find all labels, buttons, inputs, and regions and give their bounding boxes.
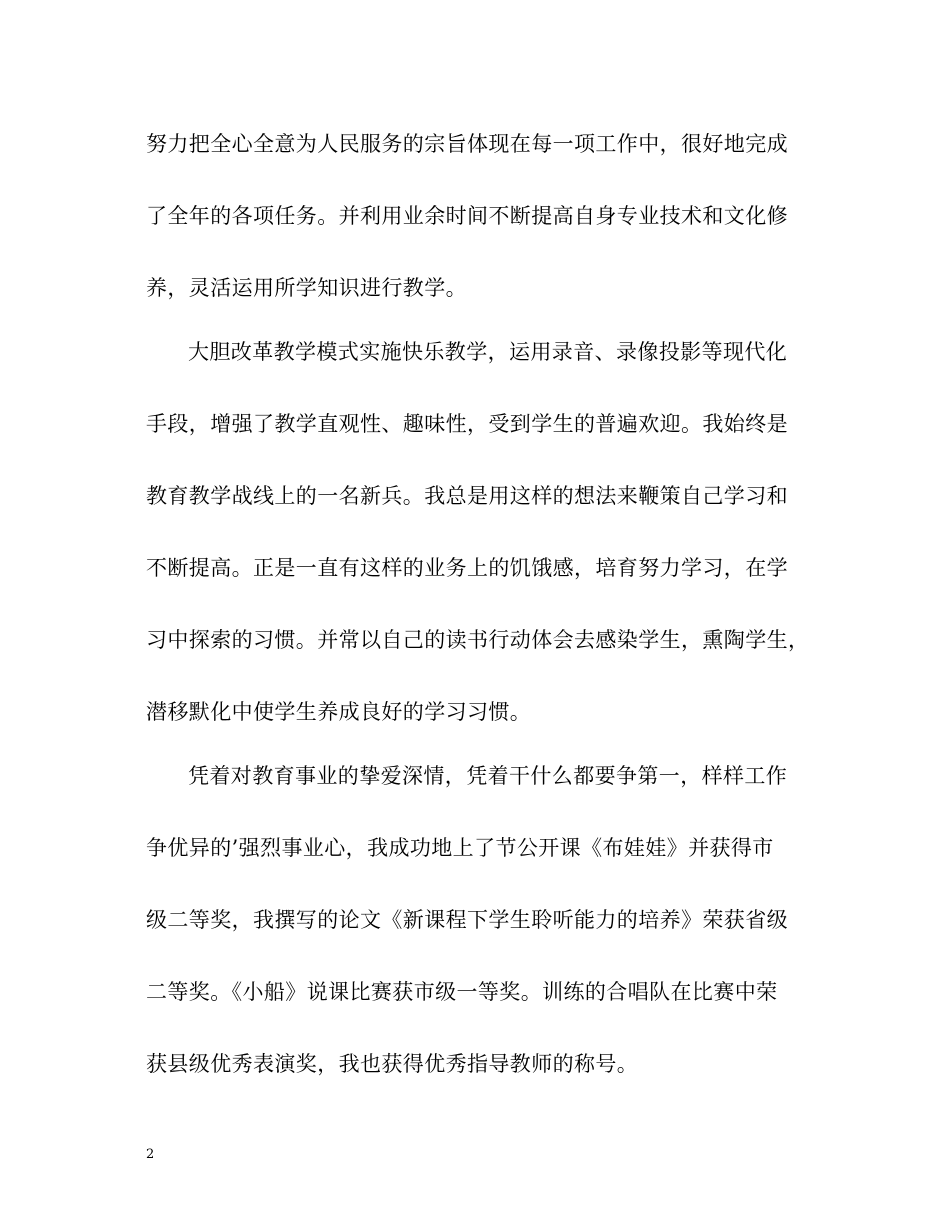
text-line: 凭着对教育事业的挚爱深情，凭着干什么都要争第一，样样工作: [188, 764, 788, 788]
text-line: 二等奖。《小船》说课比赛获市级一等奖。训练的合唱队在比赛中荣: [146, 980, 778, 1004]
text-line: 级二等奖，我撰写的论文《新课程下学生聆听能力的培养》荣获省级: [146, 908, 788, 932]
text-line: 了全年的各项任务。并利用业余时间不断提高自身专业技术和文化修: [146, 204, 788, 228]
page-number: 2: [146, 1147, 155, 1162]
text-line: 习中探索的习惯。并常以自己的读书行动体会去感染学生，熏陶学生，: [146, 628, 810, 652]
text-line: 获县级优秀表演奖，我也获得优秀指导教师的称号。: [146, 1052, 639, 1076]
text-line: 教育教学战线上的一名新兵。我总是用这样的想法来鞭策自己学习和: [146, 484, 788, 508]
text-line: 不断提高。正是一直有这样的业务上的饥饿感，培育努力学习，在学: [146, 556, 788, 580]
text-line: 努力把全心全意为人民服务的宗旨体现在每一项工作中，很好地完成: [146, 132, 788, 156]
text-line: 养，灵活运用所学知识进行教学。: [146, 276, 467, 300]
text-line: 大胆改革教学模式实施快乐教学，运用录音、录像投影等现代化: [188, 340, 788, 364]
text-line: 手段，增强了教学直观性、趣味性，受到学生的普遍欢迎。我始终是: [146, 412, 788, 436]
text-line: 潜移默化中使学生养成良好的学习习惯。: [146, 700, 532, 724]
text-line: 争优异的’强烈事业心，我成功地上了节公开课《布娃娃》并获得市: [146, 836, 774, 860]
